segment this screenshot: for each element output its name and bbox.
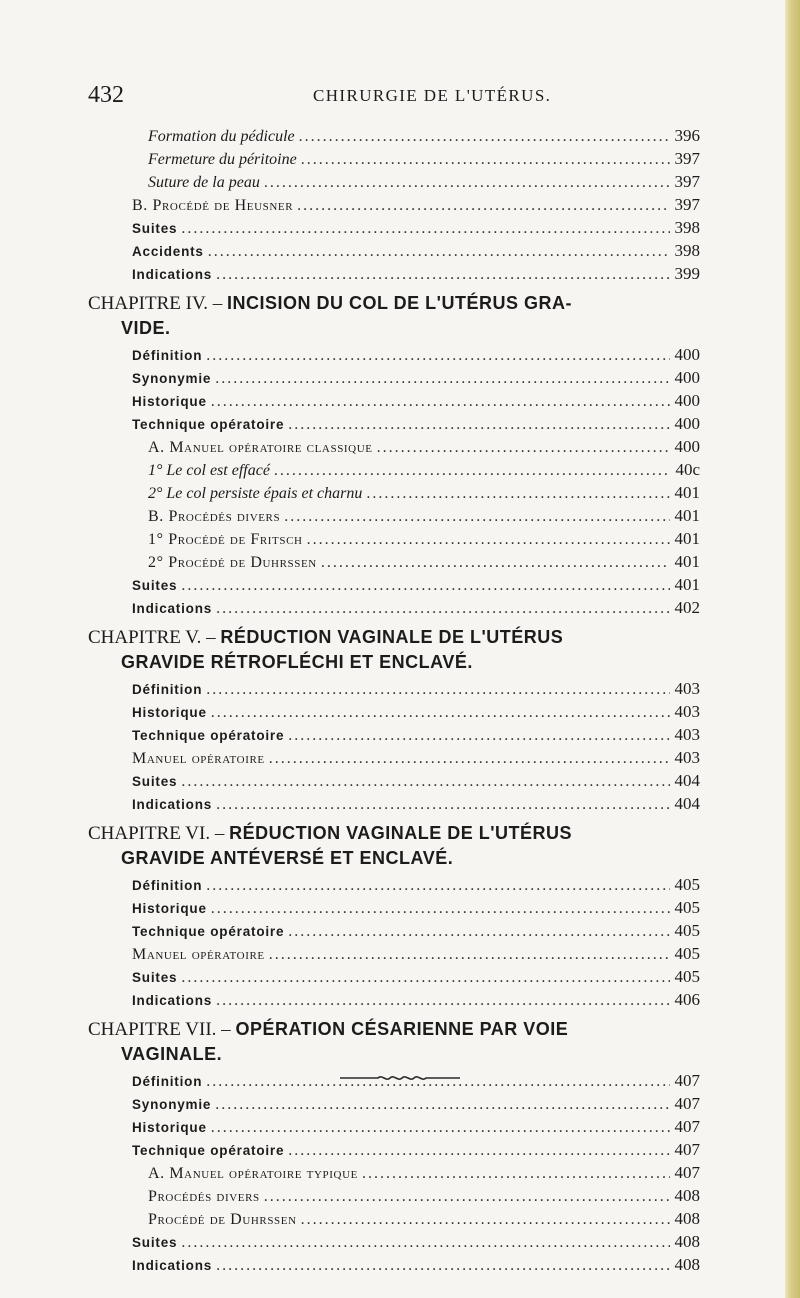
toc-entry-label: Synonymie [132,371,212,386]
toc-entry-label: Historique [132,705,207,720]
toc-entry-label: Définition [132,1074,203,1089]
dot-leader [181,574,670,597]
dot-leader [269,747,670,770]
chapter-heading [88,1017,700,1067]
toc-entry-page: 397 [674,149,700,168]
toc-entry-label: Historique [132,1120,207,1135]
dot-leader [301,148,670,171]
toc-entry-label: Suites [132,1235,178,1250]
toc-entry-page: 407 [674,1094,700,1113]
toc-entry-label: Définition [132,878,203,893]
toc-entry [88,896,700,919]
toc-entry-label: Technique opératoire [132,1143,285,1158]
chapter-title: RÉDUCTION VAGINALE DE L'UTÉRUS [220,627,564,647]
dot-leader [269,943,670,966]
toc-entry-label: Définition [132,682,203,697]
chapter-title: RÉDUCTION VAGINALE DE L'UTÉRUS [229,823,573,843]
toc-entry-label: Indications [132,993,213,1008]
dot-leader [181,966,670,989]
toc-entry [88,965,700,988]
toc-entry [88,573,700,596]
dot-leader [264,171,670,194]
toc-entry-page: 405 [674,944,700,963]
chapter-number: CHAPITRE VII. – [88,1019,231,1040]
toc-entry-page: 408 [674,1209,700,1228]
toc-entry-page: 397 [674,172,700,191]
toc-entry-label: Technique opératoire [132,728,285,743]
toc-entry-label: Indications [132,797,213,812]
chapter-heading [88,821,700,871]
toc-entry-page: 400 [674,437,700,456]
toc-entry-page: 406 [674,990,700,1009]
toc-entry [88,1253,700,1276]
toc-entry-page: 404 [674,794,700,813]
dot-leader [216,597,670,620]
toc-entry-label: 2° Procédé de Duhrssen [148,554,317,571]
dot-leader [206,344,670,367]
toc-entry-page: 404 [674,771,700,790]
toc-entry-label: Suites [132,221,178,236]
toc-entry-page: 405 [674,898,700,917]
toc-entry [88,366,700,389]
toc-entry-label: B. Procédé de Heusner [132,197,294,214]
dot-leader [264,1185,670,1208]
toc-entry-label: 1° Procédé de Fritsch [148,531,303,548]
chapter-heading [88,625,700,675]
toc-entry-page: 407 [674,1140,700,1159]
toc-entry [88,1138,700,1161]
toc-entry [88,216,700,239]
toc-entry [88,412,700,435]
page-number: 432 [88,82,124,108]
dot-leader [208,240,670,263]
chapter-number: CHAPITRE IV. – [88,293,223,314]
toc-entry [88,988,700,1011]
toc-entry [88,723,700,746]
toc-entry-page: 407 [674,1117,700,1136]
dot-leader [321,551,670,574]
dot-leader [288,413,670,436]
toc-entry-page: 401 [674,575,700,594]
toc-entry [88,1207,700,1230]
toc-entry [88,343,700,366]
dot-leader [288,920,670,943]
dot-leader [216,263,670,286]
dot-leader [181,770,670,793]
toc-entry-page: 408 [674,1186,700,1205]
toc-entry [88,746,700,769]
toc-entry-label: Formation du pédicule [148,128,295,145]
dot-leader [366,482,670,505]
chapter-title-continued: GRAVIDE RÉTROFLÉCHI ET ENCLAVÉ. [121,652,473,672]
dot-leader [181,217,670,240]
dot-leader [206,678,670,701]
toc-entry-label: Manuel opératoire [132,946,265,963]
dot-leader [301,1208,670,1231]
dot-leader [216,1254,670,1277]
dot-leader [211,1116,670,1139]
dot-leader [211,701,670,724]
toc-entry-label: Historique [132,394,207,409]
toc-entry-page: 401 [674,552,700,571]
toc-entry [88,1161,700,1184]
toc-entry [88,262,700,285]
toc-entry-page: 400 [674,368,700,387]
toc-entry-label: Procédés divers [148,1188,260,1205]
toc-entry-page: 408 [674,1232,700,1251]
toc-entry [88,1184,700,1207]
dot-leader [211,390,670,413]
toc-entry-page: 407 [674,1071,700,1090]
toc-entry-page: 397 [674,195,700,214]
ornament-flourish-icon [340,1072,460,1084]
toc-entry-page: 400 [674,391,700,410]
toc-entry-label: Suites [132,578,178,593]
toc-entry-page: 398 [674,218,700,237]
chapter-title-continued: VAGINALE. [121,1044,223,1064]
toc-entry-label: Indications [132,601,213,616]
toc-entry [88,527,700,550]
page-header [88,82,700,112]
toc-entry-label: Technique opératoire [132,924,285,939]
toc-entry [88,193,700,216]
toc-entry [88,550,700,573]
toc-entry [88,942,700,965]
toc-entry [88,435,700,458]
toc-entry-label: Accidents [132,244,204,259]
toc-entry [88,919,700,942]
toc-entry [88,239,700,262]
toc-entry [88,124,700,147]
toc-entry-page: 403 [674,679,700,698]
toc-entry-page: 400 [674,414,700,433]
toc-entry [88,769,700,792]
toc-entry-label: Fermeture du péritoine [148,151,297,168]
toc-entry-page: 403 [674,725,700,744]
dot-leader [216,793,670,816]
toc-entry-page: 408 [674,1255,700,1274]
toc-entry-label: Synonymie [132,1097,212,1112]
toc-entry-page: 398 [674,241,700,260]
toc-entry [88,1092,700,1115]
toc-entry-page: 402 [674,598,700,617]
dot-leader [215,1093,670,1116]
toc-entry [88,1115,700,1138]
chapter-title: OPÉRATION CÉSARIENNE PAR VOIE [235,1019,569,1039]
chapter-title-continued: GRAVIDE ANTÉVERSÉ ET ENCLAVÉ. [121,848,454,868]
dot-leader [377,436,670,459]
toc-entry-page: 405 [674,967,700,986]
toc-entry-label: Technique opératoire [132,417,285,432]
running-title: CHIRURGIE DE L'UTÉRUS. [313,86,552,105]
toc-entry-label: 2° Le col persiste épais et charnu [148,485,363,502]
toc-entry-page: 396 [674,126,700,145]
toc-entry [88,504,700,527]
toc-entry-label: A. Manuel opératoire typique [148,1165,358,1182]
toc-entry-label: Procédé de Duhrssen [148,1211,297,1228]
toc-entry-page: 405 [674,921,700,940]
dot-leader [274,459,670,482]
toc-entry [88,596,700,619]
dot-leader [206,874,670,897]
paper-edge [785,0,800,1298]
toc-entry-label: Historique [132,901,207,916]
dot-leader [215,367,670,390]
toc-entry-page: 399 [674,264,700,283]
dot-leader [307,528,670,551]
dot-leader [297,194,670,217]
toc-entry [88,1230,700,1253]
toc-entry [88,792,700,815]
chapter-number: CHAPITRE VI. – [88,823,225,844]
toc-entry-page: 401 [674,529,700,548]
dot-leader [284,505,670,528]
toc-entry-page: 403 [674,702,700,721]
chapter-title-continued: VIDE. [121,318,171,338]
dot-leader [288,724,670,747]
chapter-number: CHAPITRE V. – [88,627,216,648]
toc-entry-page: 403 [674,748,700,767]
toc-entry [88,389,700,412]
toc-entry-label: A. Manuel opératoire classique [148,439,373,456]
toc-entry [88,147,700,170]
table-of-contents [88,124,700,1276]
toc-entry-page: 40c [675,460,700,479]
toc-entry-label: Définition [132,348,203,363]
dot-leader [362,1162,670,1185]
toc-entry-label: Indications [132,267,213,282]
toc-entry-page: 407 [674,1163,700,1182]
dot-leader [299,125,670,148]
toc-entry [88,873,700,896]
toc-entry-label: Indications [132,1258,213,1273]
toc-entry [88,677,700,700]
toc-entry-page: 400 [674,345,700,364]
toc-entry-label: B. Procédés divers [148,508,281,525]
toc-entry-label: Suites [132,774,178,789]
toc-entry-label: Manuel opératoire [132,750,265,767]
toc-entry [88,458,700,481]
toc-entry-label: Suites [132,970,178,985]
dot-leader [181,1231,670,1254]
dot-leader [288,1139,670,1162]
toc-entry-page: 401 [674,483,700,502]
toc-entry-label: Suture de la peau [148,174,260,191]
dot-leader [211,897,670,920]
toc-entry-page: 401 [674,506,700,525]
toc-entry-page: 405 [674,875,700,894]
dot-leader [216,989,670,1012]
toc-entry [88,481,700,504]
toc-entry [88,170,700,193]
chapter-title: INCISION DU COL DE L'UTÉRUS GRA- [227,293,572,313]
toc-entry-label: 1° Le col est effacé [148,462,270,479]
chapter-heading [88,291,700,341]
toc-entry [88,700,700,723]
